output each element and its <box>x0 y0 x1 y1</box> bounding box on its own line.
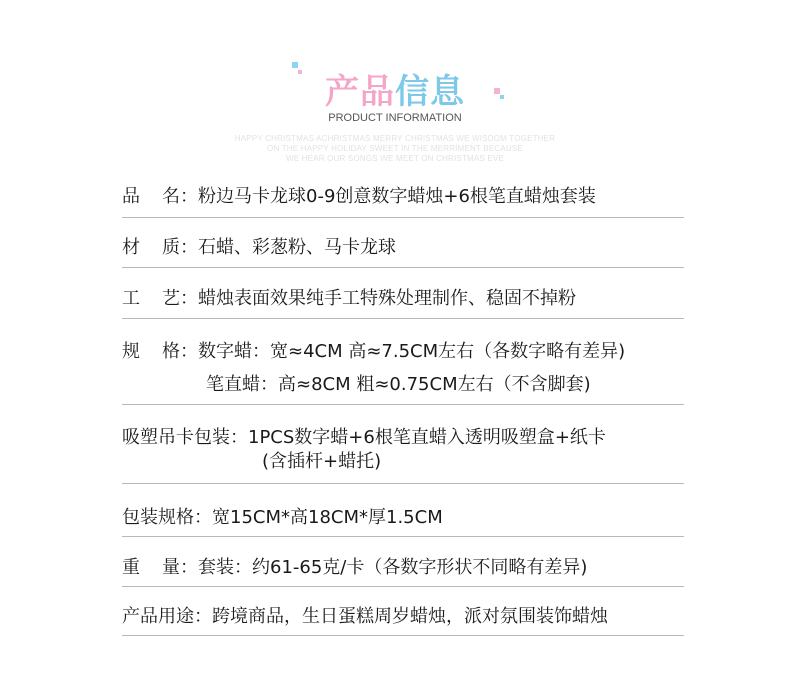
info-row-weight <box>122 536 684 587</box>
info-row-packaging <box>122 404 684 484</box>
watermark-text: ON THE HAPPY HOLIDAY SWEET IN THE MERRIMENT BECAUSE <box>267 144 523 153</box>
info-row-package-size <box>122 483 684 537</box>
row-value: 套装：约61-65克/卡（各数字形状不同略有差异) <box>198 557 588 578</box>
row-label: 材 <box>122 237 140 258</box>
row-label: 工 <box>122 288 140 309</box>
row-value-continued: 笔直蜡：高≈8CM 粗≈0.75CM左右（不含脚套) <box>206 374 591 395</box>
row-value: 蜡烛表面效果纯手工特殊处理制作、稳固不掉粉 <box>198 288 576 309</box>
info-row-name <box>122 176 684 218</box>
row-label: 品 <box>122 186 140 207</box>
row-value: 石蜡、彩葱粉、马卡龙球 <box>198 237 396 258</box>
watermark-text: WE HEAR OUR SONGS WE MEET ON CHRISTMAS EVE <box>285 154 505 163</box>
page-title <box>0 64 790 113</box>
row-label: 名： <box>162 186 198 207</box>
row-label: 格： <box>162 341 198 362</box>
info-row-material <box>122 217 684 268</box>
row-value: 宽15CM*高18CM*厚1.5CM <box>212 507 443 528</box>
row-value: 1PCS数字蜡+6根笔直蜡入透明吸塑盒+纸卡 <box>248 427 606 448</box>
product-info-header <box>0 0 790 170</box>
row-value: 跨境商品，生日蛋糕周岁蜡烛，派对氛围装饰蜡烛 <box>212 606 608 627</box>
row-label: 包装规格： <box>122 507 212 528</box>
row-label: 产品用途： <box>122 606 212 627</box>
row-label: 规 <box>122 341 140 362</box>
row-value: 粉边马卡龙球0-9创意数字蜡烛+6根笔直蜡烛套装 <box>198 186 596 207</box>
info-row-spec <box>122 318 684 405</box>
info-row-craft <box>122 267 684 319</box>
row-label: 吸塑吊卡包装： <box>122 427 248 448</box>
row-value-continued: (含插杆+蜡托) <box>262 451 382 472</box>
watermark-text: HAPPY CHRISTMAS ACHRISTMAS MERRY CHRISTMAS WE WISDOM TOGETHER <box>234 134 556 143</box>
row-label: 质： <box>162 237 198 258</box>
row-value: 数字蜡：宽≈4CM 高≈7.5CM左右（各数字略有差异) <box>198 341 626 362</box>
row-label: 重 <box>122 557 140 578</box>
page-subtitle: PRODUCT INFORMATION <box>328 112 462 124</box>
row-label: 量： <box>162 557 198 578</box>
info-row-usage <box>122 586 684 636</box>
row-label: 艺： <box>162 288 198 309</box>
title-part-2: 信息 <box>395 72 465 112</box>
title-part-1: 产品 <box>325 72 395 112</box>
